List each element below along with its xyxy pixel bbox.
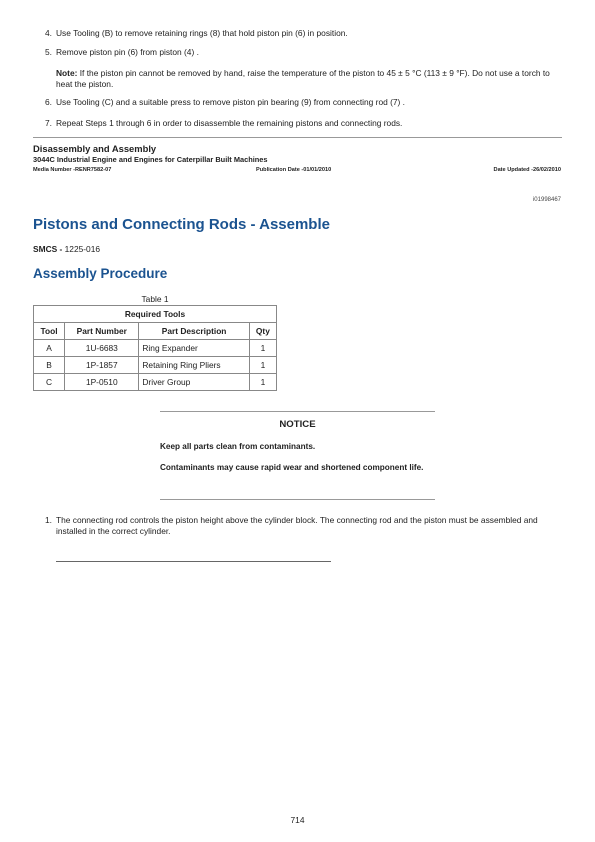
table-cell: 1 bbox=[249, 340, 276, 357]
column-header: Part Description bbox=[139, 323, 249, 340]
publication-date: Publication Date -01/01/2010 bbox=[256, 167, 332, 173]
table-cell: 1 bbox=[249, 357, 276, 374]
smcs-label: SMCS - bbox=[33, 244, 63, 254]
step-text: The connecting rod controls the piston height above the cylinder block. The connecting rod and the piston must be assembled and installed in the correct cylinder. bbox=[56, 515, 538, 536]
page-title: Pistons and Connecting Rods - Assemble bbox=[33, 216, 330, 233]
table-cell: 1U-6683 bbox=[65, 340, 139, 357]
divider bbox=[33, 137, 562, 138]
table-cell: Retaining Ring Pliers bbox=[139, 357, 249, 374]
table-cell: A bbox=[34, 340, 65, 357]
notice-text: Keep all parts clean from contaminants. bbox=[160, 442, 316, 451]
section-title: Assembly Procedure bbox=[33, 266, 168, 281]
note bbox=[56, 68, 561, 90]
step-number: 7. bbox=[45, 118, 52, 128]
table-cell: Ring Expander bbox=[139, 340, 249, 357]
page-number: 714 bbox=[290, 815, 305, 825]
step-number: 6. bbox=[45, 97, 52, 107]
required-tools-table bbox=[33, 305, 277, 391]
table-title: Required Tools bbox=[34, 306, 277, 323]
table-cell: Driver Group bbox=[139, 374, 249, 391]
step-number: 5. bbox=[45, 47, 52, 57]
date-updated: Date Updated -26/02/2010 bbox=[493, 167, 561, 173]
document-title: Disassembly and Assembly bbox=[33, 143, 157, 154]
divider bbox=[56, 561, 331, 562]
table-row bbox=[34, 374, 277, 391]
notice-bottom-rule bbox=[160, 499, 435, 500]
notice-top-rule bbox=[160, 411, 435, 412]
table-cell: 1P-0510 bbox=[65, 374, 139, 391]
document-subtitle: 3044C Industrial Engine and Engines for Caterpillar Built Machines bbox=[33, 155, 268, 164]
column-header: Part Number bbox=[65, 323, 139, 340]
smcs-value: 1225-016 bbox=[62, 244, 101, 254]
table-row bbox=[34, 357, 277, 374]
note-label: Note: bbox=[56, 68, 78, 78]
step-text: Use Tooling (B) to remove retaining rings (8) that hold piston pin (6) in position. bbox=[56, 28, 348, 38]
smcs-code bbox=[33, 244, 100, 254]
table-cell: 1 bbox=[249, 374, 276, 391]
column-header: Tool bbox=[34, 323, 65, 340]
note-text: If the piston pin cannot be removed by hand, raise the temperature of the piston to 45 ± 5 °C (113 ± 9 °F). Do not use a torch to heat the piston. bbox=[56, 68, 550, 89]
step-number: 1. bbox=[45, 515, 52, 525]
table-cell: 1P-1857 bbox=[65, 357, 139, 374]
table-caption: Table 1 bbox=[141, 294, 169, 304]
step-text: Remove piston pin (6) from piston (4) . bbox=[56, 47, 199, 57]
notice-text: Contaminants may cause rapid wear and shortened component life. bbox=[160, 463, 424, 472]
table-cell: C bbox=[34, 374, 65, 391]
table-row bbox=[34, 340, 277, 357]
notice-title: NOTICE bbox=[279, 419, 316, 430]
document-id: i01998467 bbox=[532, 197, 561, 203]
step-text: Use Tooling (C) and a suitable press to remove piston pin bearing (9) from connecting rod (7) . bbox=[56, 97, 405, 107]
step-number: 4. bbox=[45, 28, 52, 38]
table-cell: B bbox=[34, 357, 65, 374]
step-text: Repeat Steps 1 through 6 in order to disassemble the remaining pistons and connecting rods. bbox=[56, 118, 403, 128]
media-number: Media Number -RENR7582-07 bbox=[33, 167, 112, 173]
column-header: Qty bbox=[249, 323, 276, 340]
